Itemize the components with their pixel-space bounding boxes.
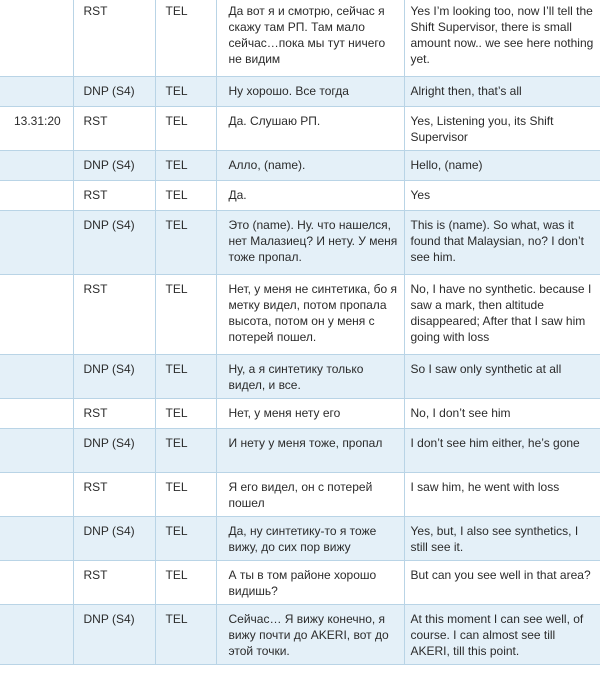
speaker-cell: DNP (S4) — [73, 151, 155, 181]
time-cell — [0, 151, 73, 181]
mode-cell: TEL — [155, 473, 216, 517]
speaker-cell: RST — [73, 473, 155, 517]
mode-cell: TEL — [155, 399, 216, 429]
mode-cell: TEL — [155, 0, 216, 77]
speaker-cell: RST — [73, 275, 155, 355]
time-cell — [0, 517, 73, 561]
time-cell — [0, 77, 73, 107]
table-row — [0, 517, 600, 561]
mode-cell: TEL — [155, 211, 216, 275]
time-cell — [0, 181, 73, 211]
speaker-cell: DNP (S4) — [73, 429, 155, 473]
english-text-cell: But can you see well in that area? — [404, 561, 600, 605]
speaker-cell: RST — [73, 561, 155, 605]
time-cell — [0, 0, 73, 77]
table-row — [0, 605, 600, 665]
english-text-cell: This is (name). So what, was it found that Malaysian, no? I don’t see him. — [404, 211, 600, 275]
english-text-cell: Yes, Listening you, its Shift Supervisor — [404, 107, 600, 151]
speaker-cell: DNP (S4) — [73, 211, 155, 275]
russian-text-cell: Да. — [216, 181, 404, 211]
speaker-cell: DNP (S4) — [73, 517, 155, 561]
russian-text-cell: Да, ну синтетику-то я тоже вижу, до сих пор вижу — [216, 517, 404, 561]
table-row — [0, 355, 600, 399]
russian-text-cell: Да. Слушаю РП. — [216, 107, 404, 151]
table-row — [0, 211, 600, 275]
table-row — [0, 0, 600, 77]
table-row — [0, 429, 600, 473]
table-row — [0, 77, 600, 107]
russian-text-cell: Да вот я и смотрю, сейчас я скажу там РП. Там мало сейчас…пока мы тут ничего не видим — [216, 0, 404, 77]
english-text-cell: No, I don’t see him — [404, 399, 600, 429]
russian-text-cell: Алло, (name). — [216, 151, 404, 181]
english-text-cell: Yes, but, I also see synthetics, I still see it. — [404, 517, 600, 561]
speaker-cell: DNP (S4) — [73, 605, 155, 665]
english-text-cell: At this moment I can see well, of course. I can almost see till AKERI, till this point. — [404, 605, 600, 665]
mode-cell: TEL — [155, 561, 216, 605]
russian-text-cell: Ну, а я синтетику только видел, и все. — [216, 355, 404, 399]
english-text-cell: Yes I’m looking too, now I’ll tell the Shift Supervisor, there is small amount now.. we see here nothing yet. — [404, 0, 600, 77]
time-cell — [0, 561, 73, 605]
time-cell: 13.31:20 — [0, 107, 73, 151]
russian-text-cell: Ну хорошо. Все тогда — [216, 77, 404, 107]
russian-text-cell: Сейчас… Я вижу конечно, я вижу почти до AKERI, вот до этой точки. — [216, 605, 404, 665]
mode-cell: TEL — [155, 181, 216, 211]
table-row — [0, 107, 600, 151]
english-text-cell: No, I have no synthetic. because I saw a mark, then altitude disappeared; After that I saw him going with loss — [404, 275, 600, 355]
time-cell — [0, 275, 73, 355]
mode-cell: TEL — [155, 77, 216, 107]
english-text-cell: I don’t see him either, he’s gone — [404, 429, 600, 473]
table-row — [0, 181, 600, 211]
speaker-cell: DNP (S4) — [73, 355, 155, 399]
english-text-cell: Yes — [404, 181, 600, 211]
table-row — [0, 275, 600, 355]
table-row — [0, 151, 600, 181]
mode-cell: TEL — [155, 605, 216, 665]
mode-cell: TEL — [155, 107, 216, 151]
mode-cell: TEL — [155, 517, 216, 561]
russian-text-cell: Нет, у меня не синтетика, бо я метку видел, потом пропала высота, потом он у меня с потерей пошел. — [216, 275, 404, 355]
time-cell — [0, 473, 73, 517]
english-text-cell: Alright then, that’s all — [404, 77, 600, 107]
time-cell — [0, 399, 73, 429]
russian-text-cell: А ты в том районе хорошо видишь? — [216, 561, 404, 605]
mode-cell: TEL — [155, 275, 216, 355]
mode-cell: TEL — [155, 429, 216, 473]
russian-text-cell: И нету у меня тоже, пропал — [216, 429, 404, 473]
speaker-cell: DNP (S4) — [73, 77, 155, 107]
time-cell — [0, 355, 73, 399]
speaker-cell: RST — [73, 399, 155, 429]
time-cell — [0, 429, 73, 473]
table-row — [0, 473, 600, 517]
time-cell — [0, 211, 73, 275]
english-text-cell: Hello, (name) — [404, 151, 600, 181]
speaker-cell: RST — [73, 181, 155, 211]
time-cell — [0, 605, 73, 665]
speaker-cell: RST — [73, 0, 155, 77]
russian-text-cell: Я его видел, он с потерей пошел — [216, 473, 404, 517]
table-row — [0, 399, 600, 429]
speaker-cell: RST — [73, 107, 155, 151]
table-row — [0, 561, 600, 605]
mode-cell: TEL — [155, 355, 216, 399]
russian-text-cell: Это (name). Ну. что нашелся, нет Малазиец? И нету. У меня тоже пропал. — [216, 211, 404, 275]
english-text-cell: So I saw only synthetic at all — [404, 355, 600, 399]
mode-cell: TEL — [155, 151, 216, 181]
english-text-cell: I saw him, he went with loss — [404, 473, 600, 517]
russian-text-cell: Нет, у меня нету его — [216, 399, 404, 429]
